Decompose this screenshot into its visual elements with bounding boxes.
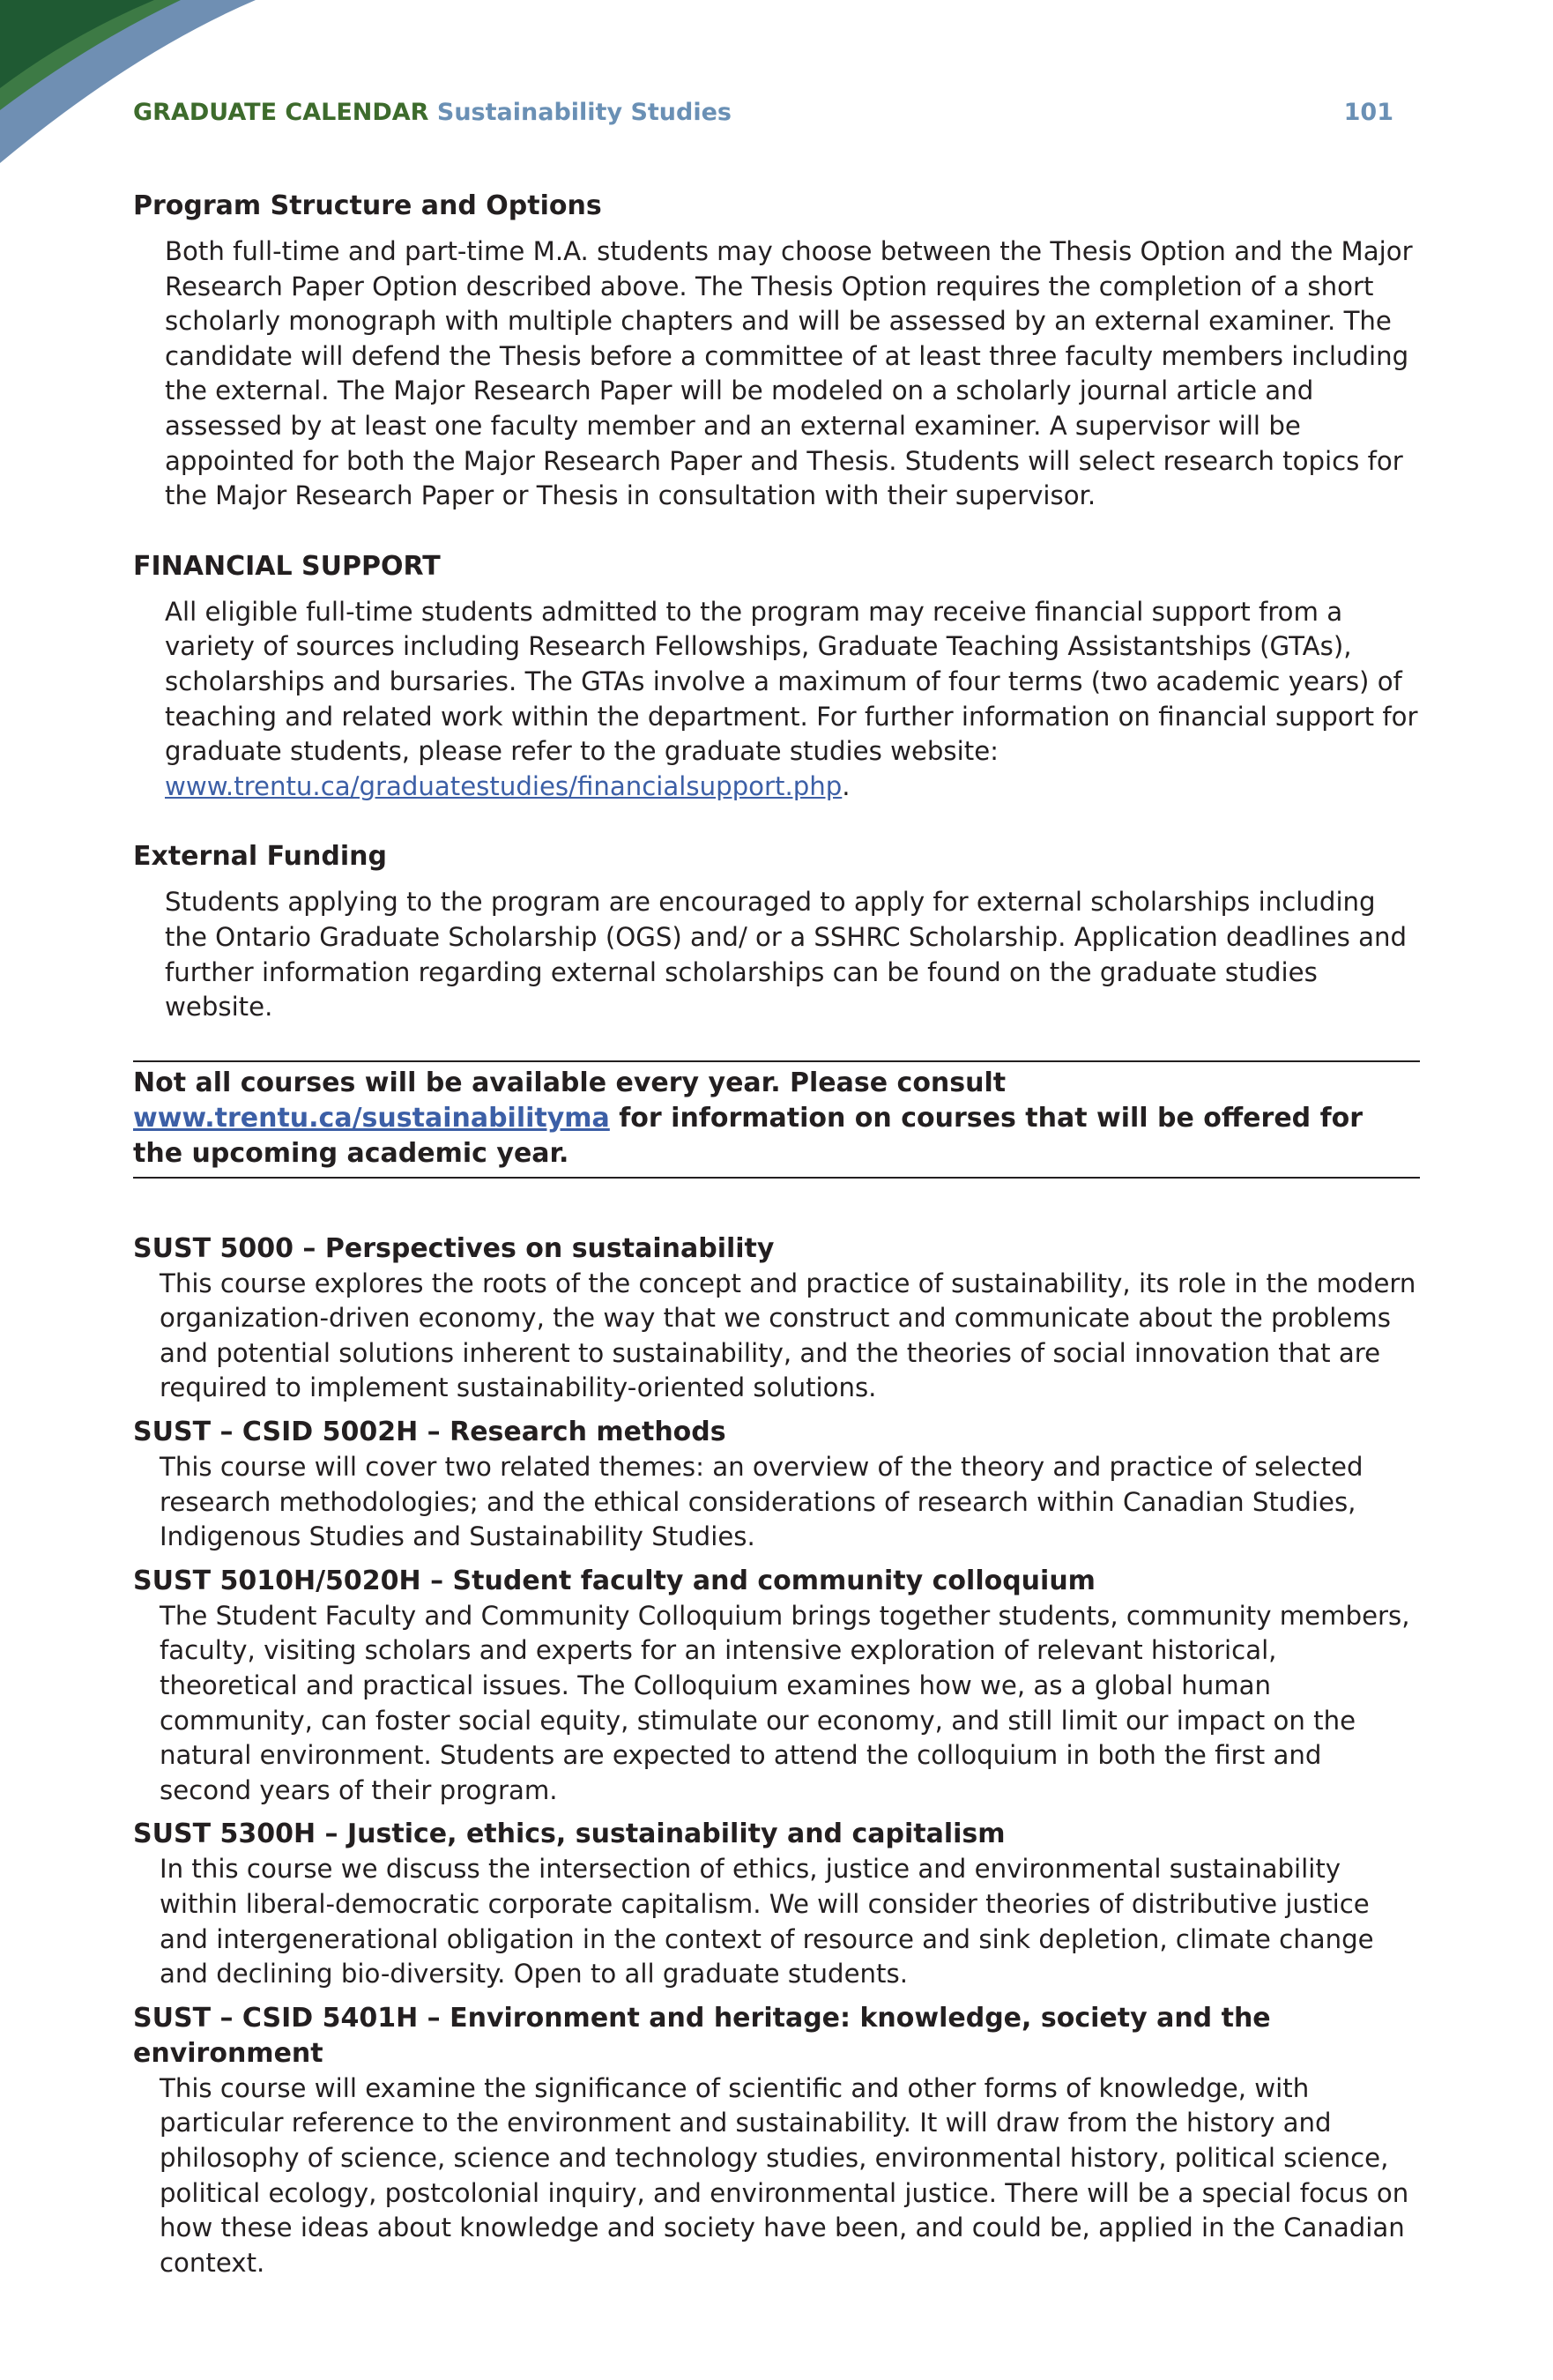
program-structure-heading: Program Structure and Options	[133, 190, 602, 221]
external-funding-heading: External Funding	[133, 841, 387, 873]
course-item	[133, 1231, 1420, 1406]
financial-support-text: All eligible full-time students admitted to the program may receive financial support from a variety of sources including Research Fellowships, Graduate Teaching Assistantships (GTAs), scholarships and bursaries. The GTAs involve a maximum of four terms (two academic years) of teaching and related work within the department. For further information on financial support for graduate students, please refer to the graduate studies website:	[165, 596, 1418, 767]
external-funding-body: Students applying to the program are encouraged to apply for external scholarships including the Ontario Graduate Scholarship (OGS) and/ or a SSHRC Scholarship. Application deadlines and further information regarding external scholarships can be found on the graduate studies website.	[165, 887, 1407, 1023]
department-label: Sustainability Studies	[436, 99, 732, 126]
course-description: In this course we discuss the intersection of ethics, justice and environmental sustainability within liberal-democratic corporate capitalism. We will consider theories of distributive justice and intergenerational obligation in the context of resource and sink depletion, climate change and declining bio-diversity. Open to all graduate students.	[160, 1854, 1374, 1990]
course-title: SUST – CSID 5002H – Research methods	[133, 1417, 726, 1448]
course-item	[133, 1817, 1420, 1991]
calendar-label: GRADUATE CALENDAR	[133, 99, 429, 126]
course-description: This course will examine the significance of scientific and other forms of knowledge, with particular reference to the environment and sustainability. It will draw from the history and philosophy of science, science and technology studies, environmental history, political science, political ecology, postcolonial inquiry, and environmental justice. There will be a special focus on how these ideas about knowledge and society have been, and could be, applied in the Canadian context.	[160, 2072, 1409, 2278]
financial-support-period: .	[842, 770, 851, 801]
course-item	[133, 2001, 1420, 2281]
page-content	[133, 189, 1420, 2289]
course-description: The Student Faculty and Community Colloquium brings together students, community members, faculty, visiting scholars and experts for an intensive exploration of relevant historical, theoretical and practical issues. The Colloquium examines how we, as a global human community, can foster social equity, stimulate our economy, and still limit our impact on the natural environment. Students are expected to attend the colloquium in both the first and second years of their program.	[160, 1600, 1410, 1805]
course-title: SUST 5000 – Perspectives on sustainability	[133, 1232, 775, 1264]
program-structure-body: Both full-time and part-time M.A. students may choose between the Thesis Option and the Major Research Paper Option described above. The Thesis Option requires the completion of a short scholarly monograph with multiple chapters and will be assessed by an external examiner. The candidate will defend the Thesis before a committee of at least three faculty members including the external. The Major Research Paper will be modeled on a scholarly journal article and assessed by at least one faculty member and an external examiner. A supervisor will be appointed for both the Major Research Paper and Thesis. Students will select research topics for the Major Research Paper or Thesis in consultation with their supervisor.	[165, 236, 1413, 511]
running-header	[133, 99, 1393, 126]
course-list	[133, 1231, 1420, 2281]
header-title	[133, 99, 732, 126]
course-description: This course will cover two related themes: an overview of the theory and practice of selected research methodologies; and the ethical considerations of research within Canadian Studies, Indigenous Studies and Sustainability Studies.	[160, 1452, 1364, 1552]
financial-support-body	[165, 595, 1420, 805]
notice-text-start: Not all courses will be available every year. Please consult	[133, 1067, 1007, 1098]
corner-decoration	[0, 0, 264, 176]
sustainability-ma-link[interactable]: www.trentu.ca/sustainabilityma	[133, 1102, 610, 1134]
notice-text-end: for information on courses that will be offered for the upcoming academic year.	[133, 1102, 1364, 1169]
course-title: SUST 5300H – Justice, ethics, sustainability and capitalism	[133, 1818, 1006, 1850]
course-description: This course explores the roots of the concept and practice of sustainability, its role in the modern organization-driven economy, the way that we construct and communicate about the problems and potential solutions inherent to sustainability, and the theories of social innovation that are required to implement sustainability-oriented solutions.	[160, 1268, 1416, 1403]
page-number: 101	[1343, 99, 1393, 126]
financial-support-link[interactable]: www.trentu.ca/graduatestudies/financialsupport.php	[165, 770, 843, 801]
course-availability-notice	[133, 1060, 1420, 1179]
course-title: SUST – CSID 5401H – Environment and heritage: knowledge, society and the environment	[133, 2002, 1271, 2069]
financial-support-heading: FINANCIAL SUPPORT	[133, 550, 441, 582]
course-title: SUST 5010H/5020H – Student faculty and community colloquium	[133, 1565, 1096, 1596]
course-item	[133, 1564, 1420, 1809]
course-item	[133, 1415, 1420, 1555]
